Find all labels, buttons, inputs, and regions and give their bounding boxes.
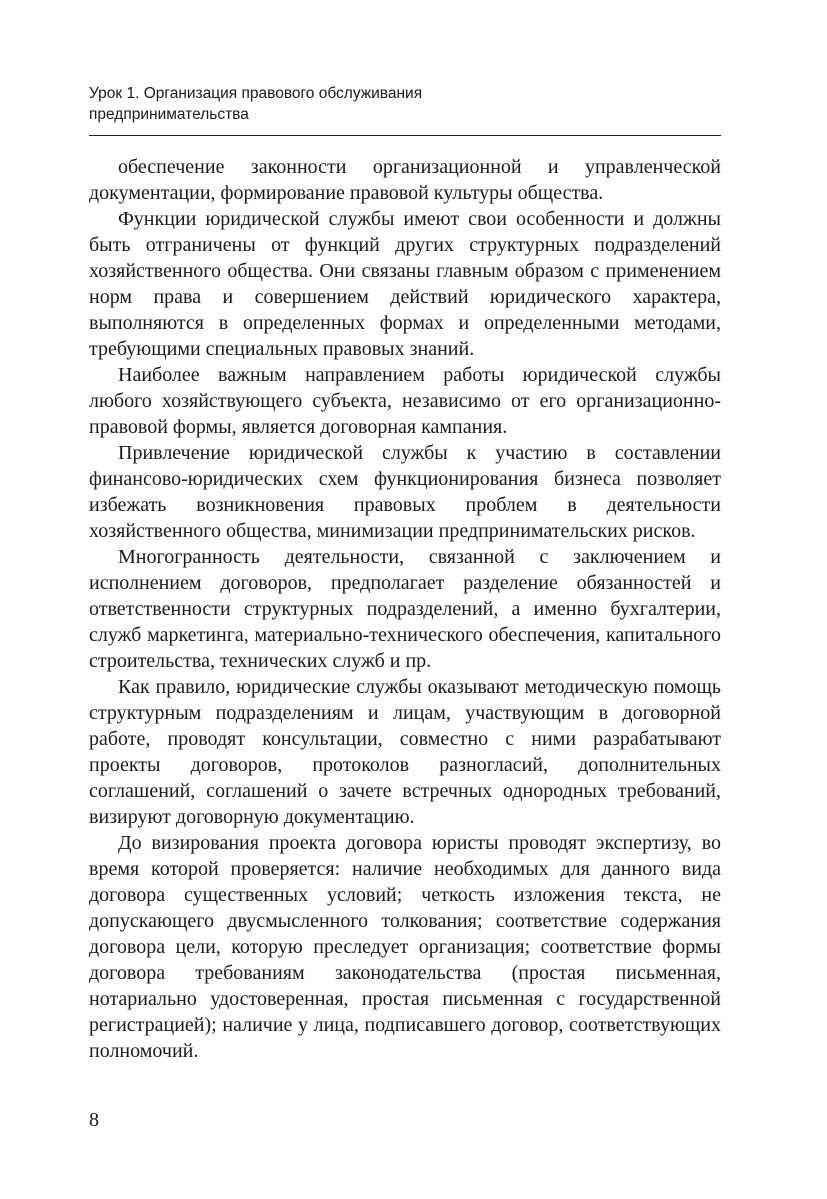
body-text bbox=[89, 154, 721, 1064]
paragraph: обеспечение законности организационной и управленческой документации, формирование правовой культуры общества. bbox=[89, 156, 721, 204]
page-number: 8 bbox=[89, 1109, 99, 1131]
running-header bbox=[89, 83, 721, 125]
paragraph: Функции юридической службы имеют свои особенности и должны быть отграничены от функций других структурных подразделений хозяйственного общества. Они связаны главным образом с применением норм права и совершением действий юридического характера, выполняются в определенных формах и определенными методами, требующими специальных правовых знаний. bbox=[89, 208, 721, 360]
paragraph: До визирования проекта договора юристы проводят экспертизу, во время которой проверяется: наличие необходимых для данного вида договора существенных условий; четкость изложения текста, не допускающего двусмысленного толкования; соответствие содержания договора цели, которую преследует организация; соответствие формы договора требованиям законодательства (простая письменная, нотариально удостоверенная, простая письменная с государственной регистрацией); наличие у лица, подписавшего договор, соответствующих полномочий. bbox=[89, 832, 721, 1062]
paragraph: Наиболее важным направлением работы юридической службы любого хозяйствующего субъекта, независимо от его организационно-правовой формы, является договорная кампания. bbox=[89, 364, 721, 438]
running-header-line-1: Урок 1. Организация правового обслуживания bbox=[89, 85, 423, 102]
header-divider bbox=[89, 135, 721, 136]
paragraph: Привлечение юридической службы к участию в составлении финансово-юридических схем функционирования бизнеса позволяет избежать возникновения правовых проблем в деятельности хозяйственного общества, минимизации предпринимательских рисков. bbox=[89, 442, 721, 542]
running-header-line-2: предпринимательства bbox=[89, 106, 249, 123]
paragraph: Многогранность деятельности, связанной с заключением и исполнением договоров, предполагает разделение обязанностей и ответственности структурных подразделений, а именно бухгалтерии, служб маркетинга, материально-технического обеспечения, капитального строительства, технических служб и пр. bbox=[89, 546, 721, 672]
paragraph: Как правило, юридические службы оказывают методическую помощь структурным подразделениям и лицам, участвующим в договорной работе, проводят консультации, совместно с ними разрабатывают проекты договоров, протоколов разногласий, дополнительных соглашений, соглашений о зачете встречных однородных требований, визируют договорную документацию. bbox=[89, 676, 721, 828]
